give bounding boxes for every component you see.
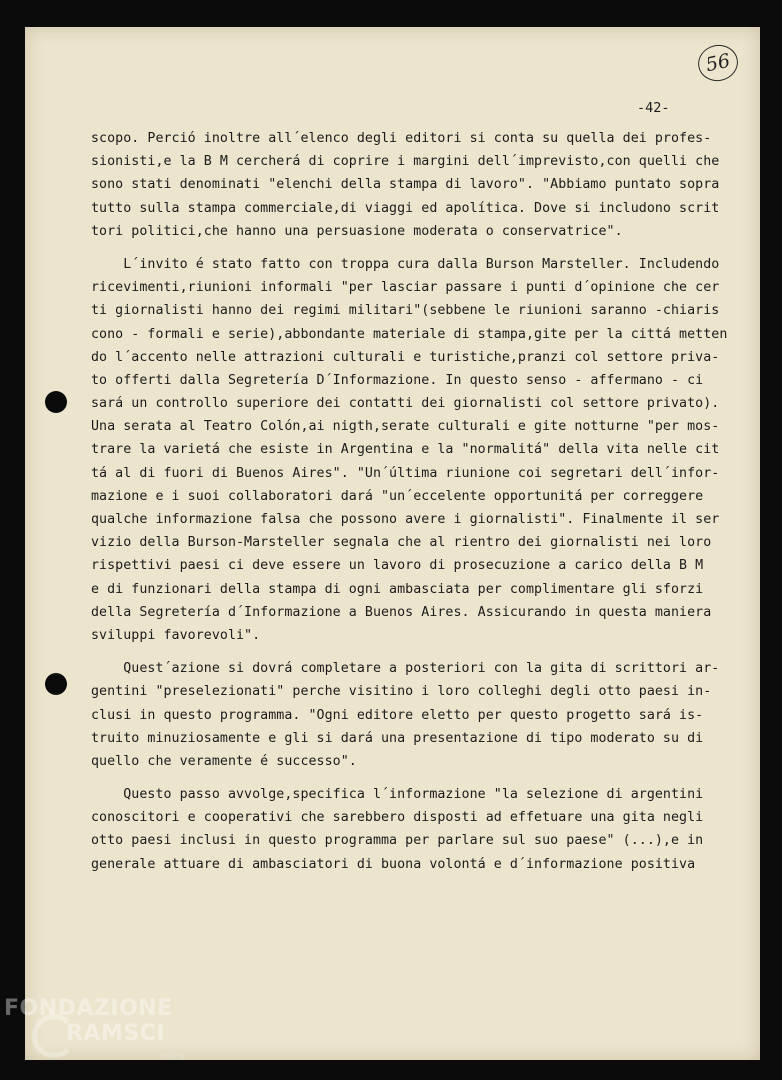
text-line: otto paesi inclusi in questo programma per parlare sul suo paese" (...),e in <box>91 833 704 849</box>
paragraph-gap <box>91 243 701 253</box>
watermark-online: online <box>160 1052 185 1061</box>
text-line: qualche informazione falsa che possono avere i giornalisti". Finalmente il ser <box>91 512 720 527</box>
text-line: tá al di fuori di Buenos Aires". "Un´última riunione coi segretari dell´infor- <box>91 465 720 481</box>
text-line: Quest´azione si dovrá completare a posteriori con la gita di scrittori ar- <box>91 661 720 677</box>
text-line: quello che veramente é successo". <box>91 753 357 769</box>
text-line: generale attuare di ambasciatori di buona volontá e d´informazione positiva <box>91 856 696 872</box>
text-line: ricevimenti,riunioni informali "per lasciar passare i punti d´opinione che cer <box>91 280 720 296</box>
text-line: tutto sulla stampa commerciale,di viaggi ed apolítica. Dove si includono scrit <box>91 200 720 216</box>
text-line: Una serata al Teatro Colón,ai nigth,serate culturali e gite notturne "per mos- <box>91 419 720 435</box>
watermark-line2: RAMSCI <box>66 1021 166 1046</box>
text-line: L´invito é stato fatto con troppa cura dalla Burson Marsteller. Includendo <box>91 256 720 272</box>
text-line: conoscitori e cooperativi che sarebbero disposti ad effetuare una gita negli <box>91 810 704 826</box>
text-line: clusi in questo programma. "Ogni editore eletto per questo progetto sará is- <box>91 707 704 723</box>
text-line: trare la varietá che esiste in Argentina e la "normalitá" della vita nelle cit <box>91 442 720 458</box>
text-line: sviluppi favorevoli". <box>91 627 261 643</box>
folio-stamp: 56 <box>695 41 742 85</box>
text-line: to offerti dalla Segretería D´Informazione. In questo senso - affermano - ci <box>91 372 704 388</box>
text-line: sono stati denominati "elenchi della stampa di lavoro". "Abbiamo puntato sopra <box>91 177 720 193</box>
paragraph-gap <box>91 773 701 783</box>
paragraph <box>91 253 728 647</box>
text-line: e di funzionari della stampa di ogni ambasciata per complimentare gli sforzi <box>91 581 704 597</box>
text-line: truito minuziosamente e gli si dará una presentazione di tipo moderato su di <box>91 730 704 746</box>
text-line: rispettivi paesi ci deve essere un lavoro di prosecuzione a carico della B M <box>91 558 704 574</box>
punch-hole <box>45 673 67 695</box>
text-line: cono - formali e serie),abbondante materiale di stampa,gite per la cittá metten <box>91 326 728 342</box>
text-line: gentini "preselezionati" perche visitino i loro colleghi degli otto paesi in- <box>91 684 712 700</box>
text-line: scopo. Perció inoltre all´elenco degli editori si conta su quella dei profes- <box>91 131 712 146</box>
paragraph <box>91 127 720 243</box>
watermark-line1: FONDAZIONE <box>4 996 173 1021</box>
text-line: mazione e i suoi collaboratori dará "un´eccelente opportunitá per correggere <box>91 488 704 504</box>
text-line: Questo passo avvolge,specifica l´informazione "la selezione di argentini <box>91 787 704 803</box>
text-line: tori politici,che hanno una persuasione moderata o conservatrice". <box>91 223 623 239</box>
punch-hole <box>45 391 67 413</box>
watermark <box>4 996 173 1046</box>
paragraph <box>91 783 704 876</box>
page-number: -42- <box>637 100 670 116</box>
text-line: sará un controllo superiore dei contatti dei giornalisti col settore privato). <box>91 396 720 412</box>
document-body <box>91 127 728 876</box>
text-line: della Segretería d´Informazione a Buenos Aires. Assicurando in questa maniera <box>91 604 712 620</box>
document-page <box>25 27 760 1060</box>
paragraph-gap <box>91 647 701 657</box>
text-line: vizio della Burson-Marsteller segnala che al rientro dei giornalisti nei loro <box>91 535 712 551</box>
text-line: ti giornalisti hanno dei regimi militari"(sebbene le riunioni saranno -chiaris <box>91 303 720 319</box>
text-line: do l´accento nelle attrazioni culturali e turistiche,pranzi col settore priva- <box>91 349 720 365</box>
text-line: sionisti,e la B M cercherá di coprire i margini dell´imprevisto,con quelli che <box>91 154 720 170</box>
paragraph <box>91 657 720 773</box>
